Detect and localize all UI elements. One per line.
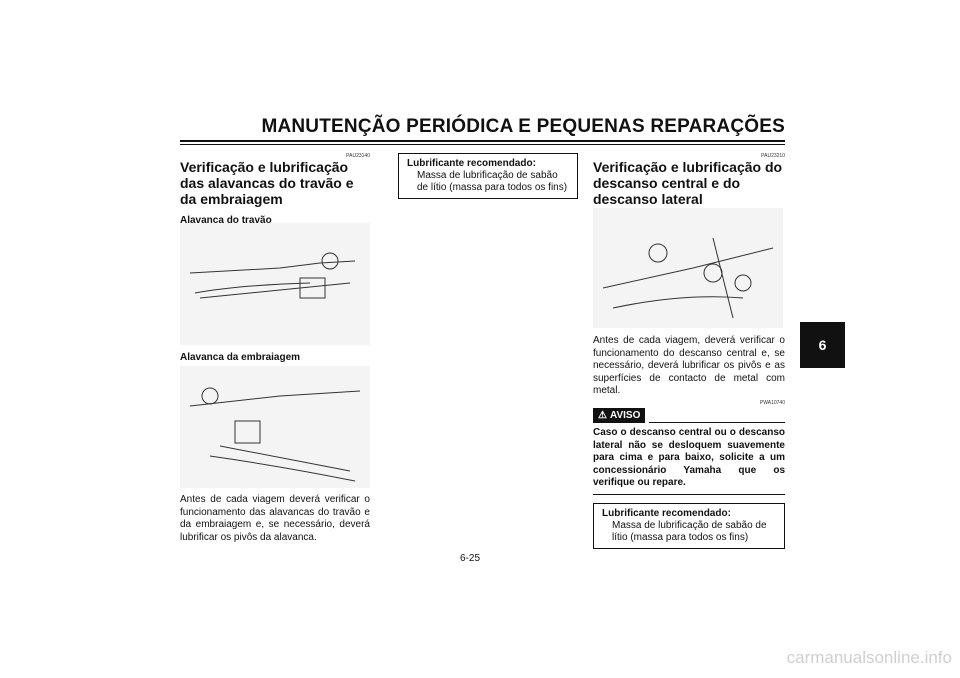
warning-triangle-icon: ⚠ [598, 410, 607, 421]
box-title: Lubrificante recomendado: [602, 508, 731, 519]
section-heading: Verificação e lubrificação do descanso central e do descanso lateral [593, 159, 783, 207]
lubricant-box [398, 153, 578, 199]
warning-text: Caso o descanso central ou o descanso lateral não se desloquem suavemente para cima e para baixo, solicite a um concessionário Yamaha que os verifique ou repare. [593, 427, 785, 495]
clutch-lever-illustration [180, 366, 370, 488]
page-title: MANUTENÇÃO PERIÓDICA E PEQUENAS REPARAÇÕES [261, 116, 785, 137]
warning-code: PWA10740 [759, 400, 785, 406]
warning-rule [649, 422, 785, 423]
brake-lever-illustration [180, 223, 370, 345]
section-code: PAU23210 [761, 153, 785, 159]
clutch-lever-label: Alavanca da embraiagem [180, 352, 301, 363]
warning-badge [593, 408, 645, 423]
section-heading: Verificação e lubrificação das alavancas do travão e da embraiagem [180, 159, 354, 207]
header-rule [180, 140, 785, 142]
header-rule-thin [180, 144, 785, 145]
left-body-text: Antes de cada viagem deverá verificar o funcionamento das alavancas do travão e da embraiagem e, se necessário, deverá lubrificar os pivôs da alavanca. [180, 494, 370, 543]
chapter-tab: 6 [800, 322, 845, 368]
warning-label: AVISO [609, 410, 641, 421]
right-body-text: Antes de cada viagem, deverá verificar o funcionamento do descanso central e, se necessário, deverá lubrificar os pivôs e as superfícies de contacto de metal com metal. [593, 335, 785, 397]
brake-lever-label: Alavanca do travão [180, 215, 272, 226]
page-number: 6-25 [460, 553, 481, 564]
box-text: Massa de lubrificação de sabão de lítio (massa para todos os fins) [417, 170, 568, 193]
lubricant-box-right [593, 503, 785, 549]
box-title: Lubrificante recomendado: [407, 158, 536, 169]
warning-header [593, 408, 785, 423]
left-column [180, 153, 370, 226]
section-code: PAU23140 [346, 153, 370, 159]
right-column [593, 153, 785, 207]
watermark: carmanualsonline.info [786, 648, 952, 667]
box-text: Massa de lubrificação de sabão de lítio (massa para todos os fins) [612, 520, 767, 543]
stand-illustration [593, 208, 783, 328]
